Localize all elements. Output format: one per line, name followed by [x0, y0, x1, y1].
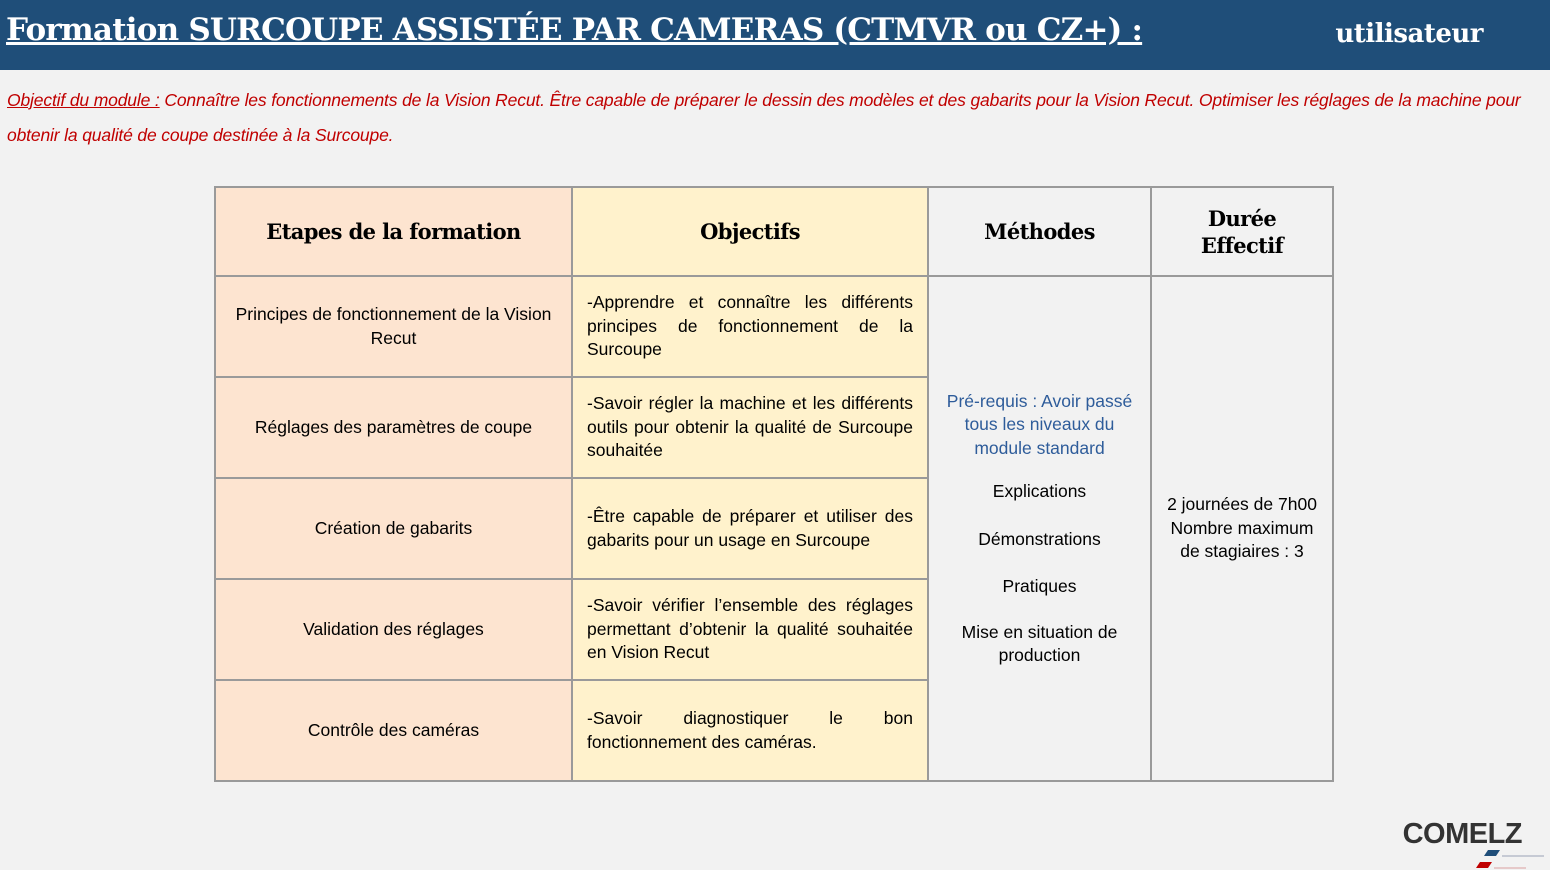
logo-stripes-icon — [1466, 848, 1546, 870]
user-label: utilisateur — [1335, 19, 1483, 49]
header-duration-line2: Effectif — [1200, 232, 1284, 258]
method-item: Pratiques — [1002, 576, 1077, 596]
objective-cell: -Savoir diagnostiquer le bon fonctionnement des caméras. — [572, 680, 928, 781]
objective-cell: -Savoir régler la machine et les différents outils pour obtenir la qualité de Surcoupe souhaitée — [572, 377, 928, 478]
header-steps: Etapes de la formation — [215, 187, 572, 276]
step-cell: Validation des réglages — [215, 579, 572, 680]
objective-cell: -Savoir vérifier l’ensemble des réglages permettant d’obtenir la qualité souhaitée en Vision Recut — [572, 579, 928, 680]
step-cell: Création de gabarits — [215, 478, 572, 579]
objective-text: Connaître les fonctionnements de la Vision Recut. Être capable de préparer le dessin des modèles et des gabarits pour la Vision Recut. Optimiser les réglages de la machine pour obtenir la qualité de coupe destinée à la Surcoupe. — [7, 90, 1521, 145]
objective-label: Objectif du module : — [7, 90, 160, 110]
step-cell: Réglages des paramètres de coupe — [215, 377, 572, 478]
step-cell: Contrôle des caméras — [215, 680, 572, 781]
step-cell: Principes de fonctionnement de la Vision Recut — [215, 276, 572, 377]
method-item: Mise en situation de production — [961, 621, 1118, 665]
method-item: Démonstrations — [978, 528, 1101, 549]
header-duration-line1: Durée — [1207, 205, 1277, 231]
max-trainees: Nombre maximum de stagiaires : 3 — [1170, 517, 1314, 562]
objective-cell: -Apprendre et connaître les différents principes de fonctionnement de la Surcoupe — [572, 276, 928, 377]
header-duration — [1151, 187, 1333, 276]
table-row — [215, 276, 1333, 377]
header-methods: Méthodes — [928, 187, 1151, 276]
training-table — [214, 186, 1334, 782]
objective-cell: -Être capable de préparer et utiliser des gabarits pour un usage en Surcoupe — [572, 478, 928, 579]
header-objectives: Objectifs — [572, 187, 928, 276]
table-header-row — [215, 187, 1333, 276]
page-title: Formation SURCOUPE ASSISTÉE PAR CAMERAS (CTMVR ou CZ+) : — [6, 12, 1143, 48]
prerequisite-text: Pré-requis : Avoir passé tous les niveaux du module standard — [946, 390, 1133, 458]
duration-days: 2 journées de 7h00 — [1167, 494, 1317, 515]
methods-list — [943, 480, 1136, 668]
header-bar — [0, 0, 1550, 70]
duration-cell — [1151, 276, 1333, 781]
module-objective — [7, 83, 1527, 152]
comelz-logo: COMELZ — [1402, 818, 1522, 850]
methods-cell — [928, 276, 1151, 781]
method-item: Explications — [992, 481, 1087, 501]
